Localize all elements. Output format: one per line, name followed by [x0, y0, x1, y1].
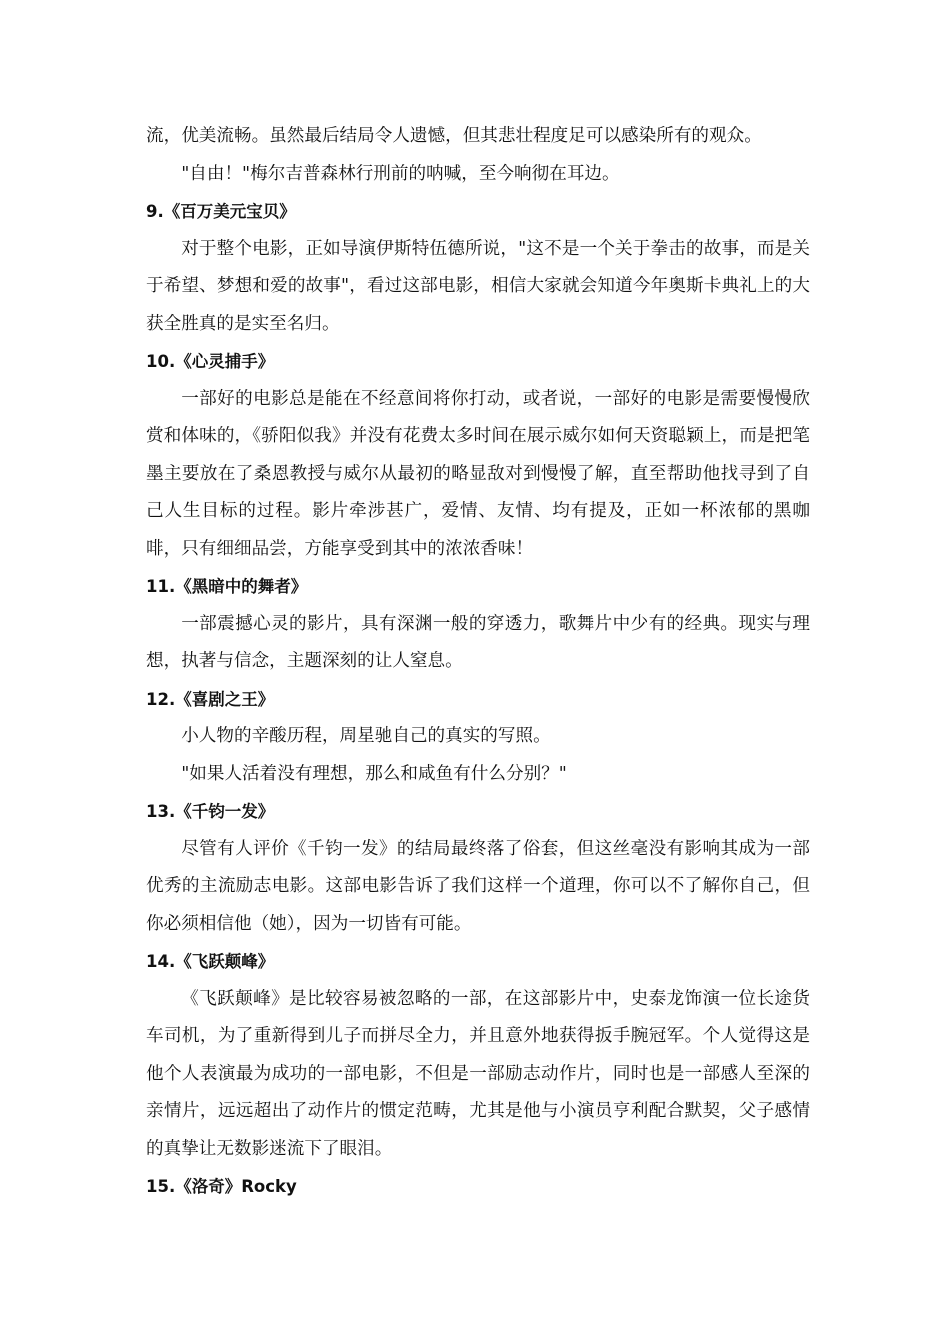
paragraph: 《飞跃颠峰》是比较容易被忽略的一部，在这部影片中，史泰龙饰演一位长途货车司机，为了重新得到儿子而拼尽全力，并且意外地获得扳手腕冠军。个人觉得这是他个人表演最为成功的一部电影，不但是一部励志动作片，同时也是一部感人至深的亲情片，远远超出了动作片的惯定范畴，尤其是他与小演员亨利配合默契，父子感情的真挚让无数影迷流下了眼泪。 — [146, 988, 810, 1159]
paragraph: 尽管有人评价《千钧一发》的结局最终落了俗套，但这丝毫没有影响其成为一部优秀的主流励志电影。这部电影告诉了我们这样一个道理，你可以不了解你自己，但你必须相信他（她），因为一切皆有可能。 — [146, 838, 810, 934]
paragraph-quote-salted-fish: "如果人活着没有理想，那么和咸鱼有什么分别？" — [181, 763, 567, 784]
document-body — [146, 118, 810, 1206]
paragraph: 对于整个电影，正如导演伊斯特伍德所说，"这不是一个关于拳击的故事，而是关于希望、梦想和爱的故事"，看过这部电影，相信大家就会知道今年奥斯卡典礼上的大获全胜真的是实至名归。 — [146, 238, 810, 334]
heading-item-13: 13.《千钧一发》 — [146, 802, 275, 821]
heading-item-15: 15.《洛奇》Rocky — [146, 1177, 297, 1196]
paragraph: 一部震撼心灵的影片，具有深渊一般的穿透力，歌舞片中少有的经典。现实与理想，执著与信念，主题深刻的让人窒息。 — [146, 613, 810, 671]
paragraph: 流，优美流畅。虽然最后结局令人遗憾，但其悲壮程度足可以感染所有的观众。 — [146, 126, 762, 146]
paragraph: 小人物的辛酸历程，周星驰自己的真实的写照。 — [181, 726, 551, 746]
paragraph: 一部好的电影总是能在不经意间将你打动，或者说，一部好的电影是需要慢慢欣赏和体味的，《骄阳似我》并没有花费太多时间在展示威尔如何天资聪颖上，而是把笔墨主要放在了桑恩教授与威尔从最初的略显敌对到慢慢了解，直至帮助他找寻到了自己人生目标的过程。影片牵涉甚广，爱情、友情、均有提及，正如一杯浓郁的黑咖啡，只有细细品尝，方能享受到其中的浓浓香味！ — [146, 388, 810, 559]
paragraph-quote-freedom: "自由！"梅尔吉普森林行刑前的呐喊，至今响彻在耳边。 — [181, 163, 620, 184]
heading-item-9: 9.《百万美元宝贝》 — [146, 202, 296, 221]
heading-item-12: 12.《喜剧之王》 — [146, 689, 275, 709]
heading-item-11: 11.《黑暗中的舞者》 — [146, 577, 308, 596]
heading-item-10: 10.《心灵捕手》 — [146, 352, 275, 371]
heading-item-14: 14.《飞跃颠峰》 — [146, 952, 275, 971]
